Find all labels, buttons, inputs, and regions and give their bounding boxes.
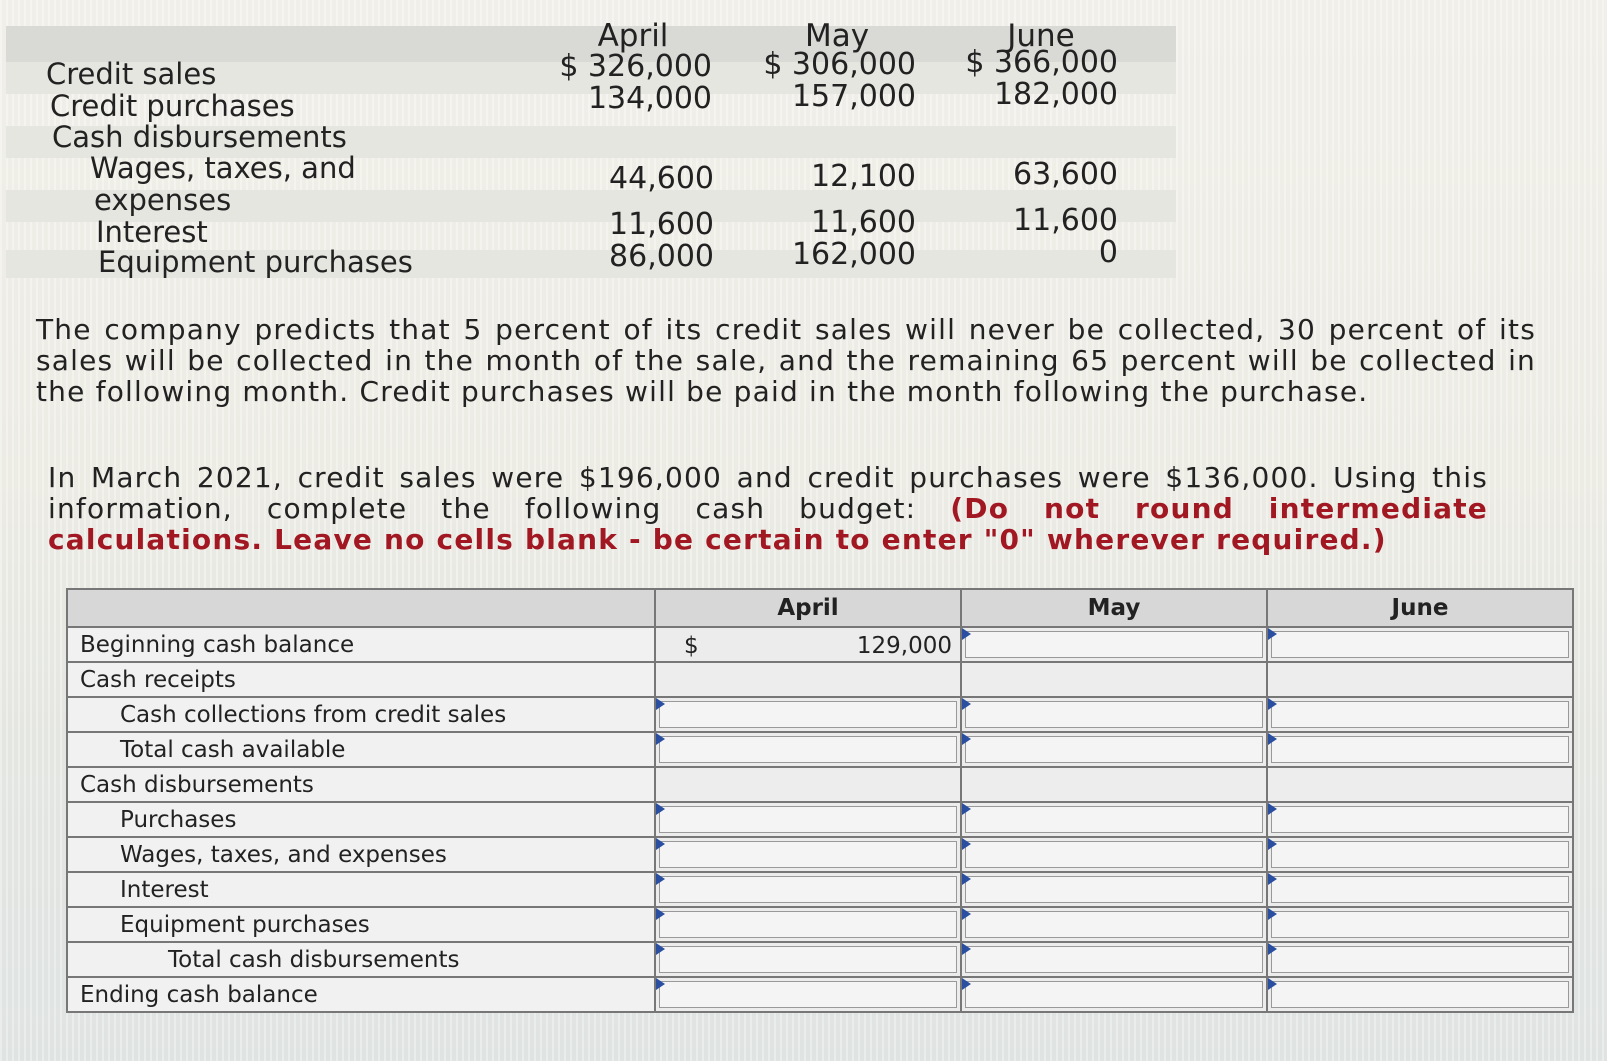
empty-cell bbox=[961, 662, 1267, 697]
credit-purchases-june: 182,000 bbox=[993, 77, 1118, 112]
input-box[interactable] bbox=[965, 876, 1263, 903]
equipment-may-input[interactable] bbox=[961, 907, 1267, 942]
beginning-cash-april-value bbox=[656, 628, 960, 661]
input-box[interactable] bbox=[659, 876, 957, 903]
input-marker-icon bbox=[1268, 978, 1277, 990]
cash-collections-may-input[interactable] bbox=[961, 697, 1267, 732]
input-marker-icon bbox=[1268, 803, 1277, 815]
input-box[interactable] bbox=[659, 806, 957, 833]
col-header-june: June bbox=[1007, 18, 1075, 54]
total-disbursements-may-input[interactable] bbox=[961, 942, 1267, 977]
input-box[interactable] bbox=[659, 946, 957, 973]
table-row bbox=[67, 627, 1573, 662]
credit-sales-june: $ 366,000 bbox=[965, 45, 1118, 80]
input-marker-icon bbox=[962, 838, 971, 850]
input-box[interactable] bbox=[659, 701, 957, 728]
input-marker-icon bbox=[1268, 698, 1277, 710]
credit-purchases-label: Credit purchases bbox=[50, 89, 295, 123]
input-box[interactable] bbox=[1271, 736, 1569, 763]
table-row bbox=[67, 732, 1573, 767]
input-box[interactable] bbox=[965, 946, 1263, 973]
wages-april: 44,600 bbox=[609, 161, 714, 196]
empty-cell bbox=[655, 662, 961, 697]
purchases-april-input[interactable] bbox=[655, 802, 961, 837]
cash-disbursements-label: Cash disbursements bbox=[52, 120, 347, 154]
ending-cash-may-input[interactable] bbox=[961, 977, 1267, 1012]
input-marker-icon bbox=[962, 733, 971, 745]
input-box[interactable] bbox=[1271, 911, 1569, 938]
wages-june-input[interactable] bbox=[1267, 837, 1573, 872]
input-marker-icon bbox=[656, 838, 665, 850]
beginning-cash-june-input[interactable] bbox=[1267, 627, 1573, 662]
input-box[interactable] bbox=[1271, 631, 1569, 658]
input-marker-icon bbox=[962, 628, 971, 640]
wages-april-input[interactable] bbox=[655, 837, 961, 872]
input-box[interactable] bbox=[1271, 981, 1569, 1008]
wages-may: 12,100 bbox=[811, 159, 916, 194]
empty-cell bbox=[655, 767, 961, 802]
beginning-cash-may-input[interactable] bbox=[961, 627, 1267, 662]
budget-header-june: June bbox=[1267, 589, 1573, 627]
input-marker-icon bbox=[656, 873, 665, 885]
input-marker-icon bbox=[962, 698, 971, 710]
total-cash-available-label: Total cash available bbox=[67, 732, 655, 767]
input-box[interactable] bbox=[1271, 841, 1569, 868]
input-marker-icon bbox=[1268, 908, 1277, 920]
input-marker-icon bbox=[962, 908, 971, 920]
input-marker-icon bbox=[656, 943, 665, 955]
input-marker-icon bbox=[656, 908, 665, 920]
input-marker-icon bbox=[656, 978, 665, 990]
ending-cash-balance-label: Ending cash balance bbox=[67, 977, 655, 1012]
total-cash-available-april-input[interactable] bbox=[655, 732, 961, 767]
budget-header-may: May bbox=[961, 589, 1267, 627]
table-row bbox=[67, 907, 1573, 942]
input-marker-icon bbox=[1268, 873, 1277, 885]
equipment-june-input[interactable] bbox=[1267, 907, 1573, 942]
beginning-cash-april-cell bbox=[655, 627, 961, 662]
input-marker-icon bbox=[1268, 943, 1277, 955]
input-box[interactable] bbox=[659, 911, 957, 938]
empty-cell bbox=[961, 767, 1267, 802]
instructions-note: (Do not round intermediate calculations. Leave no cells blank - be certain to enter "0" wherever required.) bbox=[48, 492, 1488, 556]
instructions-paragraph bbox=[48, 462, 1488, 555]
total-cash-available-may-input[interactable] bbox=[961, 732, 1267, 767]
cash-budget-table bbox=[66, 588, 1574, 1013]
credit-sales-may: $ 306,000 bbox=[763, 47, 916, 82]
input-box[interactable] bbox=[1271, 701, 1569, 728]
credit-sales-april: $ 326,000 bbox=[559, 49, 712, 84]
total-cash-disbursements-label: Total cash disbursements bbox=[67, 942, 655, 977]
table-row bbox=[67, 942, 1573, 977]
table-row bbox=[67, 767, 1573, 802]
header-blank bbox=[67, 589, 655, 627]
data-table bbox=[6, 18, 1176, 283]
cash-receipts-label: Cash receipts bbox=[67, 662, 655, 697]
equipment-purchases-label: Equipment purchases bbox=[67, 907, 655, 942]
interest-may-input[interactable] bbox=[961, 872, 1267, 907]
table-row bbox=[67, 977, 1573, 1012]
input-marker-icon bbox=[962, 978, 971, 990]
input-box[interactable] bbox=[1271, 806, 1569, 833]
wages-june: 63,600 bbox=[1013, 157, 1118, 192]
beginning-cash-april-amount: 129,000 bbox=[856, 633, 952, 659]
cash-collections-april-input[interactable] bbox=[655, 697, 961, 732]
budget-header-april: April bbox=[655, 589, 961, 627]
equipment-label: Equipment purchases bbox=[98, 245, 413, 279]
credit-sales-label: Credit sales bbox=[46, 57, 217, 91]
input-box[interactable] bbox=[965, 911, 1263, 938]
wages-taxes-expenses-label: Wages, taxes, and expenses bbox=[67, 837, 655, 872]
input-box[interactable] bbox=[659, 736, 957, 763]
input-box[interactable] bbox=[659, 841, 957, 868]
wages-label-line1: Wages, taxes, and bbox=[90, 151, 356, 185]
empty-cell bbox=[1267, 767, 1573, 802]
input-box[interactable] bbox=[965, 806, 1263, 833]
input-marker-icon bbox=[656, 733, 665, 745]
input-marker-icon bbox=[656, 803, 665, 815]
col-header-may: May bbox=[804, 18, 870, 54]
input-box[interactable] bbox=[965, 981, 1263, 1008]
input-marker-icon bbox=[656, 698, 665, 710]
instructions-text: In March 2021, credit sales were $196,000 and credit purchases were $136,000. Using this information, complete the following cash budget: bbox=[48, 461, 1488, 525]
input-marker-icon bbox=[962, 873, 971, 885]
input-marker-icon bbox=[1268, 838, 1277, 850]
table-row bbox=[67, 662, 1573, 697]
total-cash-available-june-input[interactable] bbox=[1267, 732, 1573, 767]
wages-label-line2: expenses bbox=[94, 183, 232, 217]
interest-may: 11,600 bbox=[811, 205, 916, 240]
wages-may-input[interactable] bbox=[961, 837, 1267, 872]
credit-purchases-may: 157,000 bbox=[791, 79, 916, 114]
interest-april: 11,600 bbox=[609, 207, 714, 242]
interest-row-label: Interest bbox=[67, 872, 655, 907]
purchases-june-input[interactable] bbox=[1267, 802, 1573, 837]
input-box[interactable] bbox=[965, 841, 1263, 868]
input-box[interactable] bbox=[965, 631, 1263, 658]
col-header-april: April bbox=[597, 18, 669, 54]
interest-label: Interest bbox=[96, 215, 208, 249]
input-marker-icon bbox=[962, 803, 971, 815]
collection-policy-paragraph: The company predicts that 5 percent of its credit sales will never be collected, 30 percent of its sales will be collected in the month of the sale, and the remaining 65 percent will be collected in the following month. Credit purchases will be paid in the month following the purchase. bbox=[36, 313, 1536, 408]
purchases-may-input[interactable] bbox=[961, 802, 1267, 837]
cash-collections-label: Cash collections from credit sales bbox=[67, 697, 655, 732]
interest-june-input[interactable] bbox=[1267, 872, 1573, 907]
empty-cell bbox=[1267, 662, 1573, 697]
ending-cash-april-input[interactable] bbox=[655, 977, 961, 1012]
table-row bbox=[67, 872, 1573, 907]
beginning-cash-balance-label: Beginning cash balance bbox=[67, 627, 655, 662]
table-row bbox=[67, 802, 1573, 837]
ending-cash-june-input[interactable] bbox=[1267, 977, 1573, 1012]
interest-june: 11,600 bbox=[1013, 203, 1118, 238]
equipment-april: 86,000 bbox=[609, 239, 714, 274]
credit-purchases-april: 134,000 bbox=[587, 81, 712, 116]
table-row bbox=[67, 837, 1573, 872]
cash-budget-header-row bbox=[67, 589, 1573, 627]
input-box[interactable] bbox=[659, 981, 957, 1008]
equipment-june: 0 bbox=[1098, 235, 1118, 270]
equipment-may: 162,000 bbox=[791, 237, 916, 272]
input-box[interactable] bbox=[1271, 876, 1569, 903]
interest-april-input[interactable] bbox=[655, 872, 961, 907]
cash-disbursements-section-label: Cash disbursements bbox=[67, 767, 655, 802]
input-box[interactable] bbox=[1271, 946, 1569, 973]
total-disbursements-june-input[interactable] bbox=[1267, 942, 1573, 977]
input-marker-icon bbox=[1268, 628, 1277, 640]
input-box[interactable] bbox=[965, 736, 1263, 763]
purchases-label: Purchases bbox=[67, 802, 655, 837]
cash-collections-june-input[interactable] bbox=[1267, 697, 1573, 732]
currency-symbol: $ bbox=[684, 633, 699, 659]
input-marker-icon bbox=[1268, 733, 1277, 745]
input-marker-icon bbox=[962, 943, 971, 955]
table-row bbox=[67, 697, 1573, 732]
input-box[interactable] bbox=[965, 701, 1263, 728]
equipment-april-input[interactable] bbox=[655, 907, 961, 942]
total-disbursements-april-input[interactable] bbox=[655, 942, 961, 977]
